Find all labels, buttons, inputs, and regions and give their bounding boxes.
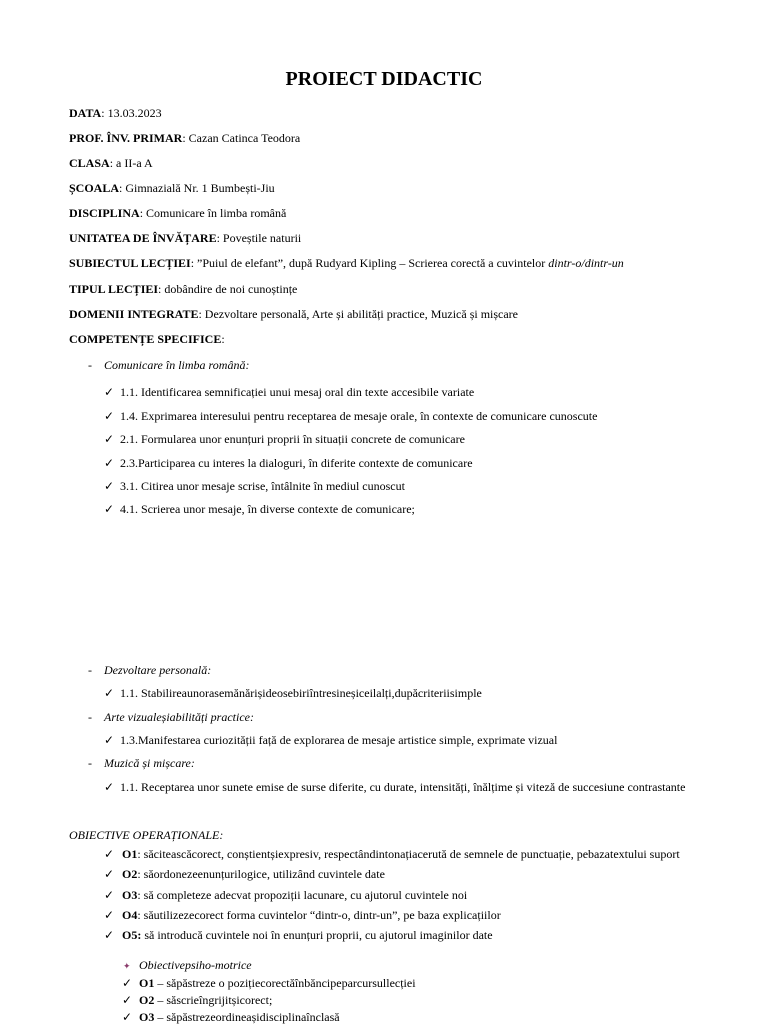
psycho-objective-item — [139, 976, 416, 991]
section-comunicare: Comunicare în limba română: — [104, 358, 250, 372]
field-label: DISCIPLINA — [69, 206, 140, 220]
objective-text: – săscrieîngrijitșicorect; — [154, 993, 273, 1007]
checkmark-icon: ✓ — [104, 409, 115, 423]
objective-item — [122, 888, 467, 903]
checkmark-icon: ✓ — [104, 502, 115, 516]
field-tipul — [69, 282, 297, 297]
objective-code: O2 — [139, 993, 155, 1007]
checkmark-icon: ✓ — [104, 456, 115, 470]
objective-code: O3 — [139, 1010, 155, 1024]
objective-text: – săpăstrezeordineașidisciplinaînclasă — [154, 1010, 340, 1024]
checkmark-icon: ✓ — [122, 1010, 133, 1024]
field-unitatea — [69, 231, 301, 246]
objectives-title: OBIECTIVE OPERAȚIONALE: — [69, 828, 224, 842]
checkmark-icon: ✓ — [104, 780, 115, 794]
psycho-objective-item — [139, 993, 272, 1008]
list-item: 1.1. Receptarea unor sunete emise de surse diferite, cu durate, intensități, înălțime și viteză de succesiune contrastante — [120, 780, 686, 794]
objective-text: : săutilizezecorect forma cuvintelor “dintr-o, dintr-un”, pe baza explicațiilor — [137, 908, 501, 922]
section-dezvoltare: Dezvoltare personală: — [104, 663, 212, 677]
field-value: : Cazan Catinca Teodora — [182, 131, 301, 145]
field-data — [69, 106, 162, 121]
diamond-bullet-icon: ✦ — [123, 961, 131, 971]
checkmark-icon: ✓ — [104, 867, 115, 881]
field-label: UNITATEA DE ÎNVĂȚARE — [69, 231, 217, 245]
field-clasa — [69, 156, 153, 171]
field-value: : 13.03.2023 — [101, 106, 162, 120]
checkmark-icon: ✓ — [104, 733, 115, 747]
checkmark-icon: ✓ — [104, 432, 115, 446]
checkmark-icon: ✓ — [104, 686, 115, 700]
dash-bullet: - — [88, 663, 92, 677]
objective-text: să introducă cuvintele noi în enunțuri proprii, cu ajutorul imaginilor date — [141, 928, 493, 942]
field-value: : a II-a A — [109, 156, 153, 170]
objective-text: – săpăstreze o pozițiecorectăînbăncipeparcursullecției — [154, 976, 416, 990]
objective-item — [122, 908, 501, 923]
list-item: 1.1. Stabilireaunorasemănărișideosebiriîntresineșiceilalți,dupăcriteriisimple — [120, 686, 482, 700]
field-value: : — [221, 332, 225, 346]
field-value: : Dezvoltare personală, Arte și abilități practice, Muzică și mișcare — [198, 307, 519, 321]
field-value: : Gimnazială Nr. 1 Bumbești-Jiu — [119, 181, 275, 195]
field-label: CLASA — [69, 156, 110, 170]
dash-bullet: - — [88, 710, 92, 724]
objective-code: O5: — [122, 928, 142, 942]
objective-code: O2 — [122, 867, 138, 881]
field-domenii — [69, 307, 518, 322]
objective-code: O1 — [122, 847, 138, 861]
checkmark-icon: ✓ — [104, 908, 115, 922]
field-label: DOMENII INTEGRATE — [69, 307, 199, 321]
checkmark-icon: ✓ — [104, 385, 115, 399]
field-value: : Poveștile naturii — [216, 231, 302, 245]
objective-text: : să completeze adecvat propoziții lacunare, cu ajutorul cuvintele noi — [137, 888, 468, 902]
checkmark-icon: ✓ — [104, 928, 115, 942]
section-arte: Arte vizualeșiabilități practice: — [104, 710, 254, 724]
objective-code: O1 — [139, 976, 155, 990]
list-item: 4.1. Scrierea unor mesaje, în diverse contexte de comunicare; — [120, 502, 415, 516]
objective-text: : săordonezeenunțurilogice, utilizând cuvintele date — [137, 867, 385, 881]
section-muzica: Muzică și mișcare: — [104, 756, 195, 770]
checkmark-icon: ✓ — [104, 847, 115, 861]
psycho-objective-item — [139, 1010, 340, 1025]
list-item: 3.1. Citirea unor mesaje scrise, întâlnite în mediul cunoscut — [120, 479, 405, 493]
psycho-motor-title: Obiectivepsiho-motrice — [139, 958, 252, 972]
field-value-italic: dintr-o/dintr-un — [548, 256, 624, 270]
checkmark-icon: ✓ — [122, 976, 133, 990]
list-item: 1.4. Exprimarea interesului pentru receptarea de mesaje orale, în contexte de comunicare cunoscute — [120, 409, 598, 423]
field-label: COMPETENȚE SPECIFICE — [69, 332, 222, 346]
field-prof — [69, 131, 300, 146]
list-item: 1.1. Identificarea semnificației unui mesaj oral din texte accesibile variate — [120, 385, 475, 399]
dash-bullet: - — [88, 756, 92, 770]
field-disciplina — [69, 206, 286, 221]
list-item: 2.3.Participarea cu interes la dialoguri, în diferite contexte de comunicare — [120, 456, 473, 470]
checkmark-icon: ✓ — [104, 479, 115, 493]
field-label: SUBIECTUL LECȚIEI — [69, 256, 191, 270]
objective-code: O4 — [122, 908, 138, 922]
field-label: DATA — [69, 106, 102, 120]
objective-item — [122, 867, 385, 882]
field-value: : ”Puiul de elefant”, după Rudyard Kipling – Scrierea corectă a cuvintelor — [190, 256, 549, 270]
objective-item — [122, 928, 493, 943]
list-item: 1.3.Manifestarea curiozității față de explorarea de mesaje artistice simple, exprimate vizual — [120, 733, 558, 747]
checkmark-icon: ✓ — [122, 993, 133, 1007]
field-scoala — [69, 181, 275, 196]
objective-code: O3 — [122, 888, 138, 902]
field-label: PROF. ÎNV. PRIMAR — [69, 131, 183, 145]
list-item: 2.1. Formularea unor enunțuri proprii în situații concrete de comunicare — [120, 432, 465, 446]
field-label: ȘCOALA — [69, 181, 120, 195]
field-value: : dobândire de noi cunoștințe — [158, 282, 298, 296]
field-value: : Comunicare în limba română — [139, 206, 287, 220]
field-subiectul — [69, 256, 624, 271]
objective-item — [122, 847, 680, 862]
checkmark-icon: ✓ — [104, 888, 115, 902]
objective-text: : săciteascăcorect, conștientșiexpresiv, respectândintonațiacerută de semnele de punctuație, pebazatextului suport — [137, 847, 680, 861]
dash-bullet: - — [88, 358, 92, 372]
field-competente — [69, 332, 225, 347]
field-label: TIPUL LECȚIEI — [69, 282, 159, 296]
page-title: PROIECT DIDACTIC — [285, 68, 483, 90]
